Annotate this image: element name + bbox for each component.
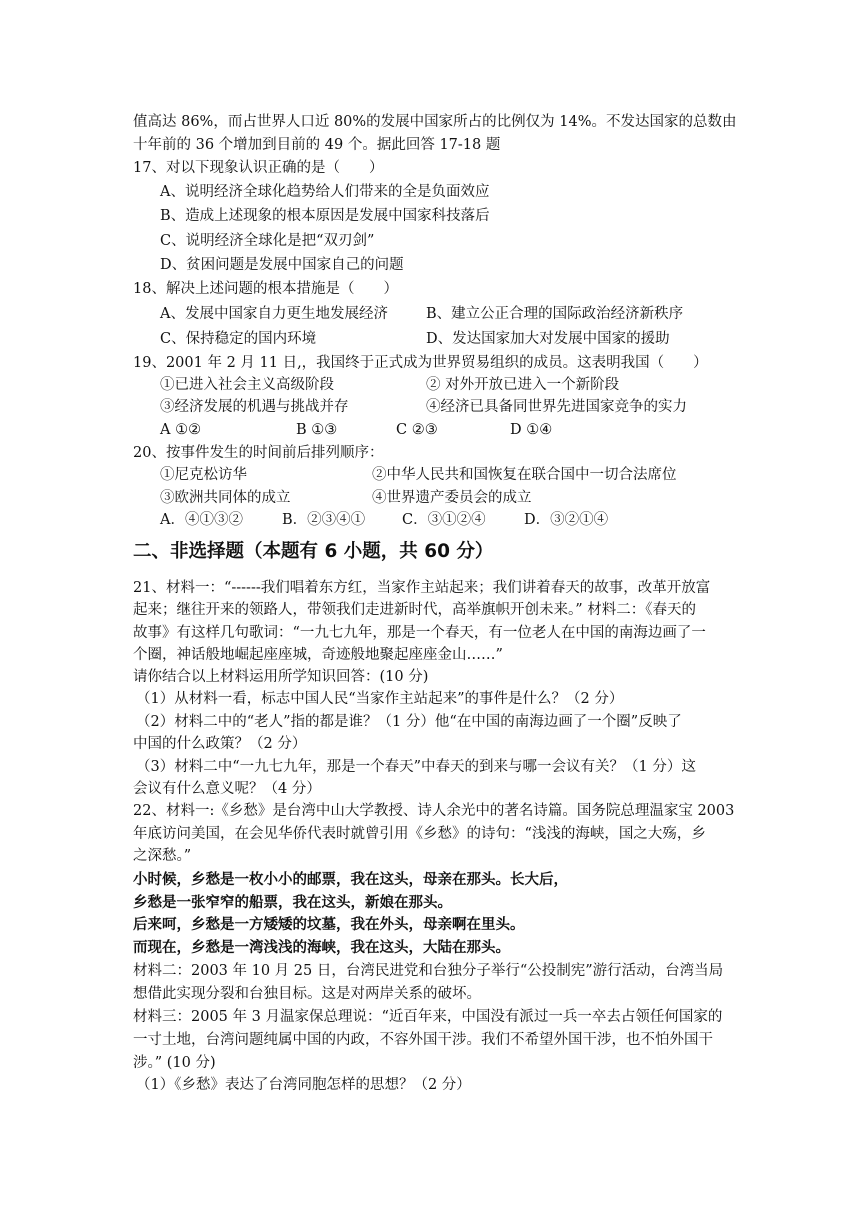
poem-line: 后来呵，乡愁是一方矮矮的坟墓，我在外头，母亲啊在里头。	[133, 916, 525, 933]
q21-sub-2: （2）材料二中的“老人”指的都是谁？（1 分）他“在中国的南海边画了一个圈”反映了	[136, 714, 682, 730]
q17-option-c: C、说明经济全球化是把“双刃剑”	[160, 233, 375, 249]
q22-line: 年底访问美国，在会见华侨代表时就曾引用《乡愁》的诗句：“浅浅的海峡，国之大殇，乡	[133, 826, 706, 842]
q22-material-3-cont: 一寸土地，台湾问题纯属中国的内政，不容外国干涉。我们不希望外国干涉，也不怕外国干	[133, 1032, 713, 1048]
q18-option-a: A、发展中国家自力更生地发展经济	[160, 306, 388, 322]
q22-material-2-cont: 想借此实现分裂和台独目标。这是对两岸关系的破坏。	[133, 986, 481, 1002]
intro-line-2: 十年前的 36 个增加到目前的 49 个。据此回答 17-18 题	[133, 137, 501, 153]
q17-stem: 17、对以下现象认识正确的是（ ）	[133, 160, 384, 176]
q18-option-c: C、保持稳定的国内环境	[160, 331, 317, 347]
q20-choice-b: B．②③④①	[282, 512, 366, 528]
q21-sub-2-cont: 中国的什么政策？（2 分）	[133, 736, 307, 752]
q22-sub-1: （1）《乡愁》表达了台湾同胞怎样的思想？（2 分）	[136, 1077, 471, 1093]
q20-item-2: ②中华人民共和国恢复在联合国中一切合法席位	[372, 467, 677, 483]
q21-instruction: 请你结合以上材料运用所学知识回答：(10 分)	[133, 669, 429, 685]
q17-option-b: B、造成上述现象的根本原因是发展中国家科技落后	[160, 208, 490, 224]
q18-option-b: B、建立公正合理的国际政治经济新秩序	[426, 306, 684, 322]
q19-item-2: ② 对外开放已进入一个新阶段	[426, 377, 620, 393]
q20-item-3: ③欧洲共同体的成立	[160, 490, 291, 506]
q22-material-2: 材料二：2003 年 10 月 25 日，台湾民进党和台独分子举行“公投制宪”游行活动，台湾当局	[133, 963, 724, 979]
q22-material-3-end: 涉。” (10 分)	[133, 1055, 216, 1071]
q22-line: 之深愁。”	[133, 848, 192, 864]
q20-choice-d: D．③②①④	[524, 512, 609, 528]
q21-sub-3: （3）材料二中“一九七九年，那是一个春天”中春天的到来与哪一会议有关？（1 分）这	[136, 759, 696, 775]
q21-line: 个圈，神话般地崛起座座城，奇迹般地聚起座座金山……”	[133, 647, 503, 663]
q17-option-a: A、说明经济全球化趋势给人们带来的全是负面效应	[160, 184, 490, 200]
intro-line-1: 值高达 86%，而占世界人口近 80%的发展中国家所占的比例仅为 14%。不发达国家的总数由	[133, 114, 737, 130]
poem-line: 而现在，乡愁是一湾浅浅的海峡，我在这头，大陆在那头。	[133, 939, 510, 956]
q21-sub-3-cont: 会议有什么意义呢？（4 分）	[133, 781, 321, 797]
q21-sub-1: （1）从材料一看，标志中国人民“当家作主站起来”的事件是什么？（2 分）	[136, 691, 624, 707]
q21-line: 故事》有这样几句歌词：“一九七九年，那是一个春天，有一位老人在中国的南海边画了一	[133, 625, 706, 641]
q17-option-d: D、贫困问题是发展中国家自己的问题	[160, 257, 404, 273]
q19-item-3: ③经济发展的机遇与挑战并存	[160, 399, 349, 415]
q19-choice-c: C ②③	[396, 422, 438, 438]
q21-line: 起来；继往开来的领路人，带领我们走进新时代，高举旗帜开创未来。” 材料二：《春天的	[133, 602, 697, 618]
q18-stem: 18、解决上述问题的根本措施是（ ）	[133, 281, 398, 297]
q22-line: 22、材料一:《乡愁》是台湾中山大学教授、诗人余光中的著名诗篇。国务院总理温家宝 2003	[133, 803, 735, 819]
q19-item-1: ①已进入社会主义高级阶段	[160, 377, 334, 393]
poem-line: 乡愁是一张窄窄的船票，我在这头，新娘在那头。	[133, 894, 452, 911]
q20-stem: 20、按事件发生的时间前后排列顺序：	[133, 445, 384, 461]
q19-choice-a: A ①②	[160, 422, 202, 438]
q22-material-3: 材料三：2005 年 3 月温家保总理说：“近百年来，中国没有派过一兵一卒去占领任何国家的	[133, 1009, 723, 1025]
q19-stem: 19、2001 年 2 月 11 日,，我国终于正式成为世界贸易组织的成员。这表明我国（ ）	[133, 355, 708, 371]
q18-option-d: D、发达国家加大对发展中国家的援助	[426, 331, 670, 347]
q20-item-1: ①尼克松访华	[160, 467, 247, 483]
q21-line: 21、材料一：“------我们唱着东方红，当家作主站起来；我们讲着春天的故事，改革开放富	[133, 580, 711, 596]
q19-choice-b: B ①③	[296, 422, 338, 438]
q20-choice-c: C．③①②④	[402, 512, 486, 528]
q20-choice-a: A．④①③②	[160, 512, 243, 528]
poem-line: 小时候，乡愁是一枚小小的邮票，我在这头，母亲在那头。长大后，	[133, 871, 568, 888]
q20-item-4: ④世界遗产委员会的成立	[372, 490, 532, 506]
q19-choice-d: D ①④	[510, 422, 553, 438]
q19-item-4: ④经济已具备同世界先进国家竞争的实力	[426, 399, 687, 415]
section-2-heading: 二、非选择题（本题有 6 小题，共 60 分）	[133, 541, 494, 562]
